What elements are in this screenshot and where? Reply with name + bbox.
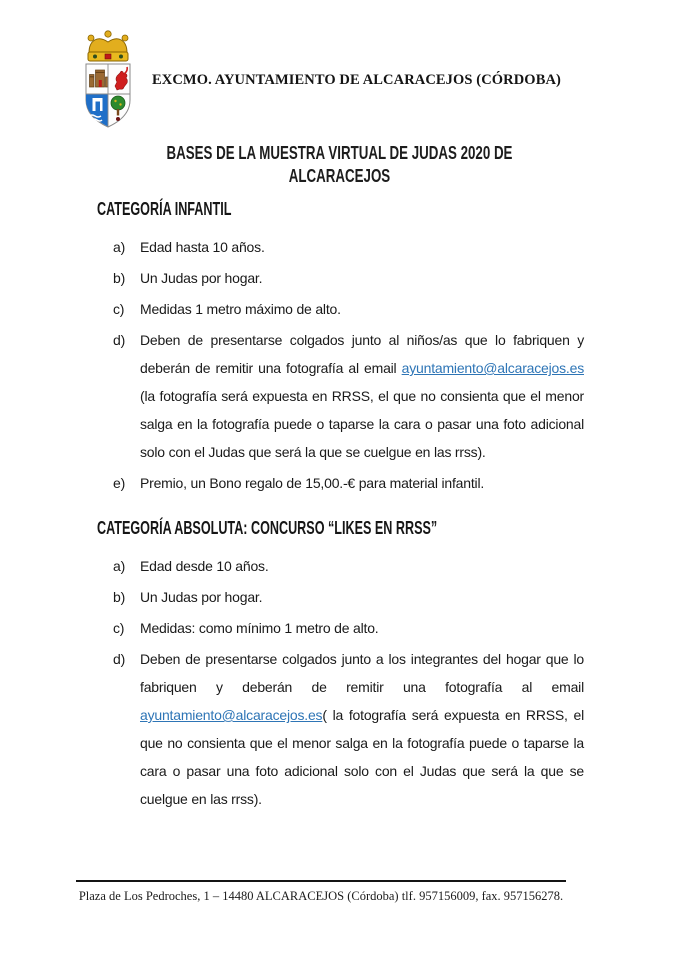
item-letter: d) <box>113 332 126 348</box>
document-title <box>95 141 584 187</box>
section-heading-absoluta: CATEGORÍA ABSOLUTA: CONCURSO “LIKES EN RRSS” <box>97 518 438 538</box>
item-letter: a) <box>113 558 126 574</box>
item-letter: b) <box>113 270 126 286</box>
item-text-after-link: ( la fotografía será expuesta en RRSS, el que no consienta que el menor salga en la fotografía puede o taparse la cara o pasar una foto adicional solo con el Judas que será la que se cuelgue en las rrss). <box>140 707 584 807</box>
footer-divider <box>76 880 566 882</box>
crown <box>88 31 128 61</box>
list-item <box>97 614 584 642</box>
section-infantil-list <box>97 233 584 500</box>
document-header <box>78 30 561 130</box>
document-title-line2: ALCARACEJOS <box>288 165 391 186</box>
item-text-after-link: (la fotografía será expuesta en RRSS, el que no consienta que el menor salga en la fotografía puede o taparse la cara o pasar una foto adicional solo con el Judas que será la que se cuelgue en las rrss). <box>140 388 584 460</box>
section-heading-infantil: CATEGORÍA INFANTIL <box>97 199 232 219</box>
item-letter: c) <box>113 301 125 317</box>
item-text: Medidas 1 metro máximo de alto. <box>140 301 341 317</box>
list-item <box>97 552 584 580</box>
coat-of-arms-icon <box>78 30 138 130</box>
item-letter: e) <box>113 475 126 491</box>
item-text: Edad desde 10 años. <box>140 558 269 574</box>
item-text: Un Judas por hogar. <box>140 270 263 286</box>
item-letter: c) <box>113 620 125 636</box>
list-item <box>97 233 584 261</box>
list-item <box>97 326 584 466</box>
item-text: Un Judas por hogar. <box>140 589 263 605</box>
list-item <box>97 583 584 611</box>
item-text-before-link: Deben de presentarse colgados junto a los integrantes del hogar que lo fabriquen y deberán de remitir una fotografía al email <box>140 651 584 695</box>
item-text: Premio, un Bono regalo de 15,00.-€ para material infantil. <box>140 475 485 491</box>
email-link[interactable]: ayuntamiento@alcaracejos.es <box>401 360 584 376</box>
list-item <box>97 264 584 292</box>
shield <box>86 64 130 127</box>
item-text: Medidas: como mínimo 1 metro de alto. <box>140 620 379 636</box>
item-text <box>140 326 584 466</box>
organization-name: EXCMO. AYUNTAMIENTO DE ALCARACEJOS (CÓRDOBA) <box>152 71 561 88</box>
item-letter: b) <box>113 589 126 605</box>
item-letter: d) <box>113 651 126 667</box>
item-text: Edad hasta 10 años. <box>140 239 265 255</box>
section-absoluta-list <box>97 552 584 816</box>
document-title-line1: BASES DE LA MUESTRA VIRTUAL DE JUDAS 2020 DE <box>166 142 513 163</box>
item-text-before-link: Deben de presentarse colgados junto al niños/as que lo fabriquen y deberán de remitir una fotografía al email <box>140 332 584 376</box>
footer-address: Plaza de Los Pedroches, 1 – 14480 ALCARACEJOS (Córdoba) tlf. 957156009, fax. 957156278. <box>78 889 564 903</box>
list-item <box>97 469 584 497</box>
item-text <box>140 645 584 813</box>
list-item <box>97 645 584 813</box>
list-item <box>97 295 584 323</box>
email-link[interactable]: ayuntamiento@alcaracejos.es <box>140 707 323 723</box>
item-letter: a) <box>113 239 126 255</box>
